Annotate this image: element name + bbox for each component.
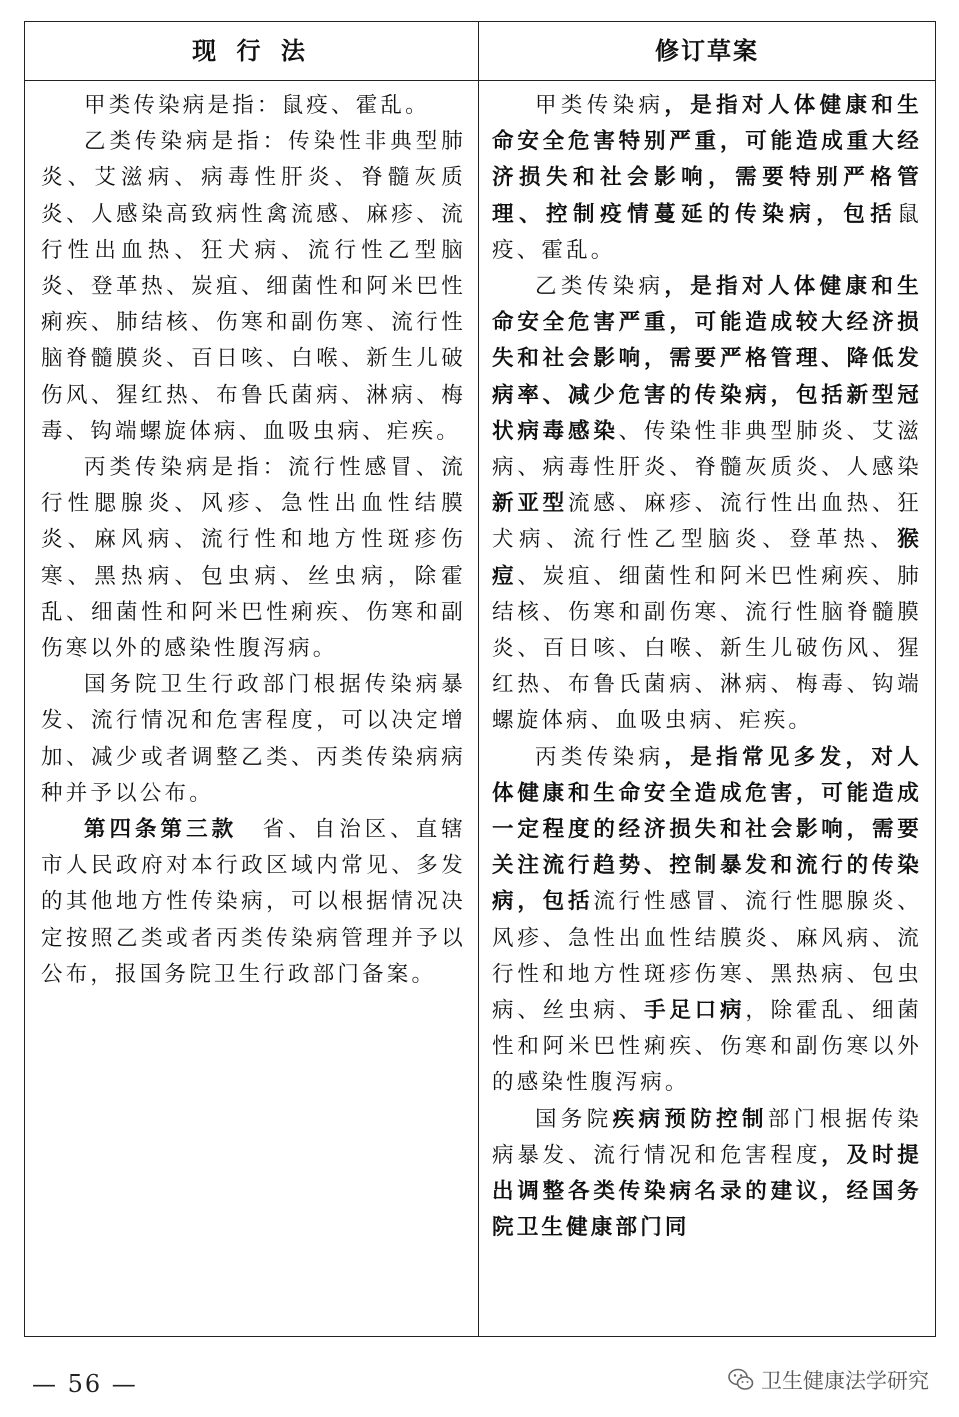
draft-d-text-1: 国务院 — [535, 1106, 613, 1132]
revised-draft-column — [492, 88, 922, 1247]
current-class-b-paragraph: 乙类传染病是指：传染性非典型肺炎、艾滋病、病毒性肝炎、脊髓灰质炎、人感染高致病性禽流感、麻疹、流行性出血热、狂犬病、流行性乙型脑炎、登革热、炭疽、细菌性和阿米巴性痢疾、肺结核、伤寒和副伤寒、流行性脑脊髓膜炎、百日咳、白喉、新生儿破伤风、猩红热、布鲁氏菌病、淋病、梅毒、钩端螺旋体病、血吸虫病、疟疾。 — [41, 129, 466, 444]
draft-b-text-2: 、传染性非典型肺炎、艾滋病、病毒性肝炎、脊髓灰质炎、人感染 — [492, 418, 922, 481]
draft-b-text-1: 乙类传染病 — [535, 274, 665, 300]
comparison-table — [24, 21, 936, 1337]
draft-c-bold-2: 手足口病 — [643, 998, 746, 1024]
draft-b-bold-2: 新亚型 — [492, 491, 568, 517]
article-title: 第四条第三款 — [84, 817, 238, 843]
draft-c-bold-1: ，是指常见多发，对人体健康和生命安全造成危害，可能造成一定程度的经济损失和社会影响，需要关注流行趋势、控制暴发和流行的传染病，包括 — [492, 744, 922, 915]
draft-a-text-1: 甲类传染病 — [535, 93, 665, 118]
draft-class-b-paragraph — [492, 269, 922, 740]
header-divider — [25, 80, 935, 81]
wechat-icon — [727, 1366, 755, 1394]
article-body: 省、自治区、直辖市人民政府对本行政区域内常见、多发的其他地方性传染病，可以根据情况决定按照乙类或者丙类传染病管理并予以公布，报国务院卫生行政部门备案。 — [41, 817, 466, 987]
draft-b-bold-1: ，是指对人体健康和生命安全危害严重，可能造成较大经济损失和社会影响，需要严格管理、降低发病率、减少危害的传染病，包括新型冠状病毒感染 — [492, 274, 922, 444]
draft-b-bold-3: 猴痘 — [492, 527, 922, 589]
current-article4-paragraph — [41, 812, 466, 993]
page-number: — 56 — — [32, 1370, 138, 1398]
draft-a-bold-1: ，是指对人体健康和生命安全危害特别严重，可能造成重大经济损失和社会影响，需要特别严格管理、控制疫情蔓延的传染病，包括 — [492, 93, 922, 227]
draft-d-bold-1: 疾病预防控制 — [612, 1106, 768, 1132]
header-current-law: 现 行 法 — [192, 36, 311, 65]
draft-class-a-paragraph — [492, 88, 922, 269]
column-divider — [478, 22, 479, 1336]
draft-adjustment-paragraph — [492, 1102, 922, 1247]
draft-c-text-3: ，除霍乱、细菌性和阿米巴性痢疾、伤寒和副伤寒以外的感染性腹泻病。 — [492, 998, 922, 1096]
current-class-c-paragraph: 丙类传染病是指：流行性感冒、流行性腮腺炎、风疹、急性出血性结膜炎、麻风病、流行性和地方性斑疹伤寒、黑热病、包虫病、丝虫病，除霍乱、细菌性和阿米巴性痢疾、伤寒和副伤寒以外的感染性腹泻病。 — [41, 455, 466, 662]
draft-c-text-1: 丙类传染病 — [535, 744, 665, 770]
current-adjustment-paragraph: 国务院卫生行政部门根据传染病暴发、流行情况和危害程度，可以决定增加、减少或者调整乙类、丙类传染病病种并予以公布。 — [41, 672, 466, 806]
draft-class-c-paragraph — [492, 740, 922, 1102]
draft-b-text-3: 流感、麻疹、流行性出血热、狂犬病、流行性乙型脑炎、登革热、 — [492, 491, 922, 553]
draft-c-text-2: 流行性感冒、流行性腮腺炎、风疹、急性出血性结膜炎、麻风病、流行性和地方性斑疹伤寒、黑热病、包虫病、丝虫病、 — [492, 889, 922, 1024]
watermark-text: 卫生健康法学研究 — [761, 1369, 929, 1393]
watermark — [727, 1365, 929, 1395]
current-law-column — [41, 88, 466, 993]
header-revised-draft: 修订草案 — [655, 36, 759, 65]
draft-d-text-2: 部门根据传染病暴发、流行情况和危害程度 — [492, 1106, 922, 1168]
draft-a-text-2: 鼠疫、霍乱。 — [492, 201, 922, 263]
draft-d-bold-2: ，及时提出调整各类传染病名录的建议，经国务院卫生健康部门同 — [492, 1142, 922, 1241]
draft-b-text-4: 、炭疽、细菌性和阿米巴性痢疾、肺结核、伤寒和副伤寒、流行性脑脊髓膜炎、百日咳、白喉、新生儿破伤风、猩红热、布鲁氏菌病、淋病、梅毒、钩端螺旋体病、血吸虫病、疟疾。 — [492, 563, 923, 734]
current-class-a-paragraph: 甲类传染病是指：鼠疫、霍乱。 — [84, 93, 430, 118]
